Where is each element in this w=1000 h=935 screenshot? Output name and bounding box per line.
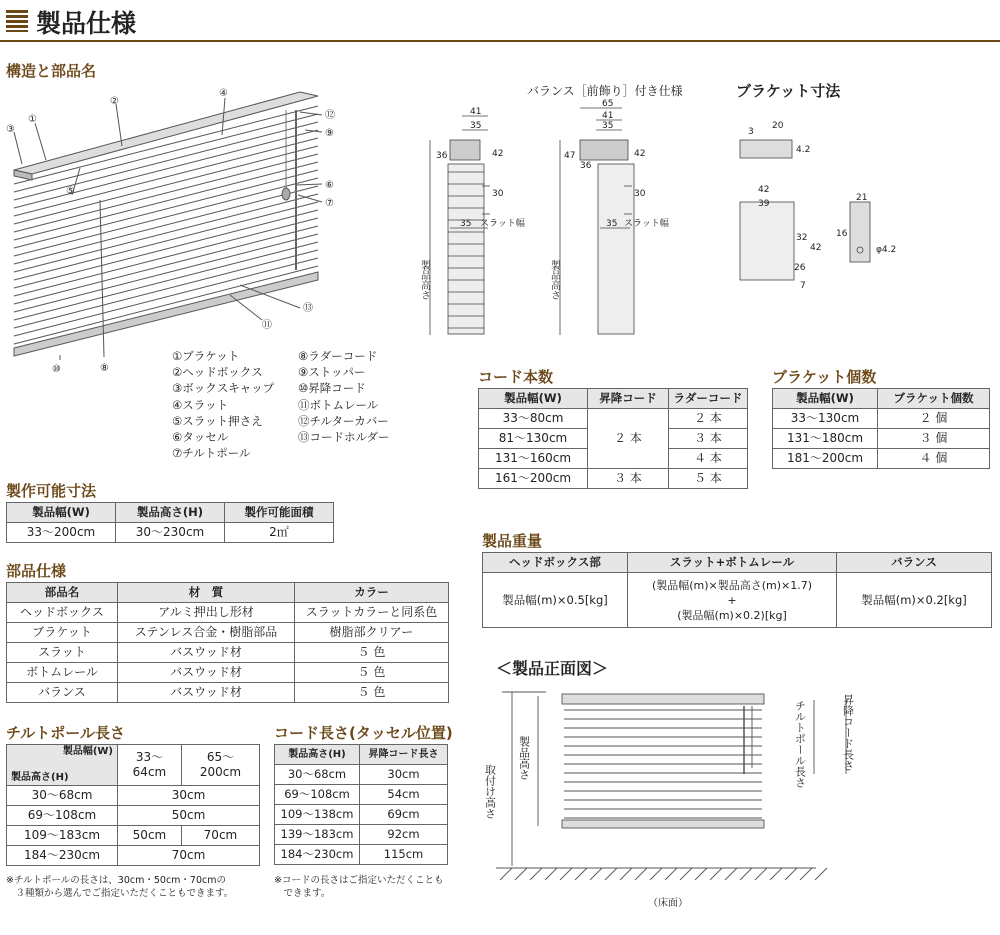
table-cell: 33～200cm xyxy=(7,523,116,543)
table-cell: 109～138cm xyxy=(275,805,360,825)
floor-hatch xyxy=(500,868,827,880)
bracket-dim: 32 xyxy=(796,233,808,243)
table-cell: アルミ押出し形材 xyxy=(118,603,295,623)
front-slats xyxy=(564,710,762,818)
table-header: 製品幅(W) xyxy=(479,389,588,409)
table-cell: ボトムレール xyxy=(7,663,118,683)
table-header: 製品高さ(H) xyxy=(275,745,360,765)
table-cell: 161～200cm xyxy=(479,469,588,489)
table-cell: ４ 個 xyxy=(878,449,990,469)
slat-line xyxy=(14,210,318,288)
table-header: 材 質 xyxy=(118,583,295,603)
table-cell: ３ 本 xyxy=(588,469,669,489)
svg-text:⑥: ⑥ xyxy=(325,180,334,191)
slat-line xyxy=(14,194,318,272)
hatch-line xyxy=(545,868,557,880)
tilt-note: ※チルトポールの長さは、30cm・50cm・70cmの ３種類から選んでご指定いただくこともできます。 xyxy=(6,875,234,899)
product-height-label: 製品高さ xyxy=(517,736,531,780)
bracket-dim: 26 xyxy=(794,263,806,273)
table-header: 部品名 xyxy=(7,583,118,603)
table-cell: 184～230cm xyxy=(7,846,118,866)
profile-dim: 30 xyxy=(634,189,646,199)
hatch-line xyxy=(680,868,692,880)
parts-list-item: ⑥タッセル xyxy=(172,430,229,445)
parts-spec-table xyxy=(6,582,449,703)
table-cell: ヘッドボックス xyxy=(7,603,118,623)
cord-count-heading: コード本数 xyxy=(478,368,554,386)
tilt-corner xyxy=(7,745,118,786)
hatch-line xyxy=(740,868,752,880)
hatch-line xyxy=(770,868,782,880)
table-cell: 2㎡ xyxy=(225,523,334,543)
hatch-line xyxy=(665,868,677,880)
table-cell: 69～108cm xyxy=(7,806,118,826)
mount-height-label: 取付け高さ xyxy=(483,764,497,819)
table-header: 65～ 200cm xyxy=(181,745,259,786)
table-cell: 製品幅(m)×0.2[kg] xyxy=(837,573,992,628)
table-cell: 30～230cm xyxy=(116,523,225,543)
slat-line xyxy=(14,138,318,216)
bracket-dim: 21 xyxy=(856,193,868,203)
bracket-count-heading: ブラケット個数 xyxy=(772,368,877,386)
table-header: 製品高さ(H) xyxy=(116,503,225,523)
blind-structure-diagram xyxy=(0,80,360,380)
table-header: 製作可能面積 xyxy=(225,503,334,523)
parts-list-item: ②ヘッドボックス xyxy=(172,365,263,380)
table-cell: 81～130cm xyxy=(479,429,588,449)
table-cell: 109～183cm xyxy=(7,826,118,846)
svg-text:⑩: ⑩ xyxy=(52,364,61,375)
table-cell: ２ 本 xyxy=(669,409,748,429)
table-cell: 69cm xyxy=(360,805,448,825)
headbox-shape xyxy=(14,92,318,174)
product-height-label: 製品高さ xyxy=(548,260,560,300)
table-header: ブラケット個数 xyxy=(878,389,990,409)
slat-line xyxy=(14,114,318,192)
parts-list-item: ⑩昇降コード xyxy=(298,381,366,396)
table-header: 製品幅(W) xyxy=(7,503,116,523)
bracket-title: ブラケット寸法 xyxy=(736,82,841,100)
table-cell: 30～68cm xyxy=(7,786,118,806)
svg-text:⑦: ⑦ xyxy=(325,198,334,209)
hatch-line xyxy=(800,868,812,880)
slat-width-label: スラット幅 xyxy=(624,219,669,229)
parts-list-item: ①ブラケット xyxy=(172,349,240,363)
svg-text:④: ④ xyxy=(219,88,228,99)
hatch-line xyxy=(755,868,767,880)
table-header: 製品幅(W) xyxy=(773,389,878,409)
slat-line xyxy=(14,162,318,240)
table-cell: 70cm xyxy=(181,826,259,846)
parts-list-item: ⑦チルトポール xyxy=(172,446,251,461)
slat-line xyxy=(14,106,318,184)
profile-dim: 30 xyxy=(492,189,504,199)
hatch-line xyxy=(575,868,587,880)
profile-dim: 41 xyxy=(470,107,482,117)
table-cell: ５ 色 xyxy=(295,643,449,663)
table-cell: 樹脂部クリアー xyxy=(295,623,449,643)
title-underline xyxy=(0,40,1000,42)
table-cell: 115cm xyxy=(360,845,448,865)
parts-list-item: ⑧ラダーコード xyxy=(298,349,378,363)
svg-text:⑤: ⑤ xyxy=(66,186,75,197)
parts-list-right xyxy=(298,348,390,445)
table-cell: 131～160cm xyxy=(479,449,588,469)
bracket-dim: 3 xyxy=(748,127,754,137)
slat-line xyxy=(14,266,318,344)
table-cell: ５ 色 xyxy=(295,683,449,703)
table-cell: 54cm xyxy=(360,785,448,805)
makeable-table xyxy=(6,502,334,543)
table-cell: ３ 本 xyxy=(669,429,748,449)
corner-top: 製品幅(W) xyxy=(62,746,113,757)
bracket-dim: 16 xyxy=(836,229,848,239)
cord-count-table xyxy=(478,388,748,489)
table-cell: ５ 本 xyxy=(669,469,748,489)
table-cell: ３ 個 xyxy=(878,429,990,449)
profile-dim: 42 xyxy=(634,149,646,159)
structure-heading: 構造と部品名 xyxy=(6,62,97,80)
hatch-line xyxy=(725,868,737,880)
bracket-diagrams xyxy=(730,110,930,300)
profile-dim: 36 xyxy=(580,161,592,171)
weight-heading: 製品重量 xyxy=(482,532,543,550)
parts-list-left xyxy=(172,348,274,461)
hatch-line xyxy=(815,868,827,880)
slat-line xyxy=(14,186,318,264)
table-cell: スラットカラーと同系色 xyxy=(295,603,449,623)
profile-dim: 35 xyxy=(602,121,614,131)
profile-dim: 42 xyxy=(492,149,504,159)
slat-width-label: スラット幅 xyxy=(480,219,525,229)
slat-line xyxy=(14,170,318,248)
weight-line: (製品幅(m)×製品高さ(m)×1.7) xyxy=(651,578,813,592)
parts-spec-heading: 部品仕様 xyxy=(6,562,67,580)
bracket-dim: 42 xyxy=(810,243,822,253)
tilt-heading: チルトポール長さ xyxy=(6,724,125,742)
slat-line xyxy=(14,234,318,312)
weight-plus: + xyxy=(727,593,737,607)
table-cell: 131～180cm xyxy=(773,429,878,449)
valance-title: バランス［前飾り］付き仕様 xyxy=(527,84,683,98)
title-icon xyxy=(6,10,28,32)
table-header: ヘッドボックス部 xyxy=(483,553,628,573)
hatch-line xyxy=(590,868,602,880)
table-header: カラー xyxy=(295,583,449,603)
bracket-dim: φ4.2 xyxy=(876,245,897,255)
table-cell: 70cm xyxy=(118,846,260,866)
table-header: 昇降コード長さ xyxy=(360,745,448,765)
table-header: バランス xyxy=(837,553,992,573)
profile-dim: 35 xyxy=(606,219,618,229)
cord-length-table xyxy=(274,744,448,865)
svg-text:①: ① xyxy=(28,114,37,125)
weight-line: (製品幅(m)×0.2)[kg] xyxy=(677,608,787,622)
weight-table xyxy=(482,552,992,628)
svg-text:⑫: ⑫ xyxy=(325,110,335,121)
corner-bottom: 製品高さ(H) xyxy=(11,772,69,783)
hatch-line xyxy=(500,868,512,880)
table-cell xyxy=(628,573,837,628)
profile-dim: 47 xyxy=(564,151,576,161)
svg-text:⑪: ⑪ xyxy=(262,320,272,331)
table-cell: 製品幅(m)×0.5[kg] xyxy=(483,573,628,628)
hatch-line xyxy=(785,868,797,880)
front-view-diagram xyxy=(483,684,886,914)
svg-text:⑬: ⑬ xyxy=(303,303,313,314)
parts-list-item: ③ボックスキャップ xyxy=(172,381,275,396)
table-cell: ブラケット xyxy=(7,623,118,643)
parts-list-item: ⑫チルターカバー xyxy=(298,413,389,428)
parts-list-item: ⑪ボトムレール xyxy=(298,397,379,412)
parts-list-item: ⑬コードホルダー xyxy=(298,430,390,445)
table-cell: 30～68cm xyxy=(275,765,360,785)
parts-list-item: ⑤スラット押さえ xyxy=(172,413,263,428)
profile-dim: 41 xyxy=(602,111,614,121)
hatch-line xyxy=(710,868,722,880)
table-cell: 184～230cm xyxy=(275,845,360,865)
cord-note: ※コードの長さはご指定いただくことも できます。 xyxy=(274,875,444,899)
lift-cord-length-label: 昇降コード長さ xyxy=(841,694,855,771)
makeable-heading: 製作可能寸法 xyxy=(6,482,97,500)
table-header: 33～ 64cm xyxy=(118,745,182,786)
hatch-line xyxy=(635,868,647,880)
svg-text:⑨: ⑨ xyxy=(325,128,334,139)
product-height-label: 製品高さ xyxy=(418,260,430,300)
table-cell: 69～108cm xyxy=(275,785,360,805)
table-cell: ２ 本 xyxy=(588,409,669,469)
bracket-dim: 4.2 xyxy=(796,145,811,155)
profile-dim: 65 xyxy=(602,99,614,109)
tilt-pole-length-label: チルトポール長さ xyxy=(793,700,807,788)
page-title: 製品仕様 xyxy=(36,9,137,38)
table-header: ラダーコード xyxy=(669,389,748,409)
hatch-line xyxy=(515,868,527,880)
hatch-line xyxy=(560,868,572,880)
table-cell: 50cm xyxy=(118,806,260,826)
table-cell: 139～183cm xyxy=(275,825,360,845)
profile-dim: 36 xyxy=(436,151,448,161)
table-cell: ５ 色 xyxy=(295,663,449,683)
hatch-line xyxy=(620,868,632,880)
profile-dim: 35 xyxy=(460,219,472,229)
table-cell: ４ 本 xyxy=(669,449,748,469)
svg-text:③: ③ xyxy=(6,124,15,135)
table-cell: 30cm xyxy=(118,786,260,806)
hatch-line xyxy=(695,868,707,880)
svg-text:⑧: ⑧ xyxy=(100,363,109,374)
bracket-dim: 20 xyxy=(772,121,784,131)
table-cell: バスウッド材 xyxy=(118,683,295,703)
table-cell: バスウッド材 xyxy=(118,663,295,683)
table-cell: 30cm xyxy=(360,765,448,785)
table-cell: バスウッド材 xyxy=(118,643,295,663)
table-header: 昇降コード xyxy=(588,389,669,409)
tilt-table xyxy=(6,744,260,866)
slat-line xyxy=(14,226,318,304)
profile-diagrams xyxy=(410,100,730,350)
slat-line xyxy=(14,130,318,208)
parts-list-item: ④スラット xyxy=(172,397,229,412)
profile-dim: 35 xyxy=(470,121,482,131)
slat-line xyxy=(14,178,318,256)
hatch-line xyxy=(530,868,542,880)
table-cell: ステンレス合金・樹脂部品 xyxy=(118,623,295,643)
table-cell: 33～130cm xyxy=(773,409,878,429)
table-cell: 181～200cm xyxy=(773,449,878,469)
hatch-line xyxy=(605,868,617,880)
table-cell: 50cm xyxy=(118,826,182,846)
front-view-heading: ＜製品正面図＞ xyxy=(496,659,609,678)
table-cell: 33～80cm xyxy=(479,409,588,429)
bracket-dim: 39 xyxy=(758,199,770,209)
slat-line xyxy=(14,202,318,280)
parts-list-item: ⑨ストッパー xyxy=(298,365,366,380)
svg-text:②: ② xyxy=(110,96,119,107)
bracket-count-table xyxy=(772,388,990,469)
floor-label: （床面） xyxy=(648,898,688,909)
table-cell: バランス xyxy=(7,683,118,703)
table-cell: 92cm xyxy=(360,825,448,845)
table-cell: ２ 個 xyxy=(878,409,990,429)
slat-line xyxy=(14,242,318,320)
hatch-line xyxy=(650,868,662,880)
bracket-dim: 7 xyxy=(800,281,806,291)
table-cell: スラット xyxy=(7,643,118,663)
cord-length-heading: コード長さ(タッセル位置) xyxy=(274,724,453,742)
bracket-dim: 42 xyxy=(758,185,770,195)
table-header: スラット+ボトムレール xyxy=(628,553,837,573)
